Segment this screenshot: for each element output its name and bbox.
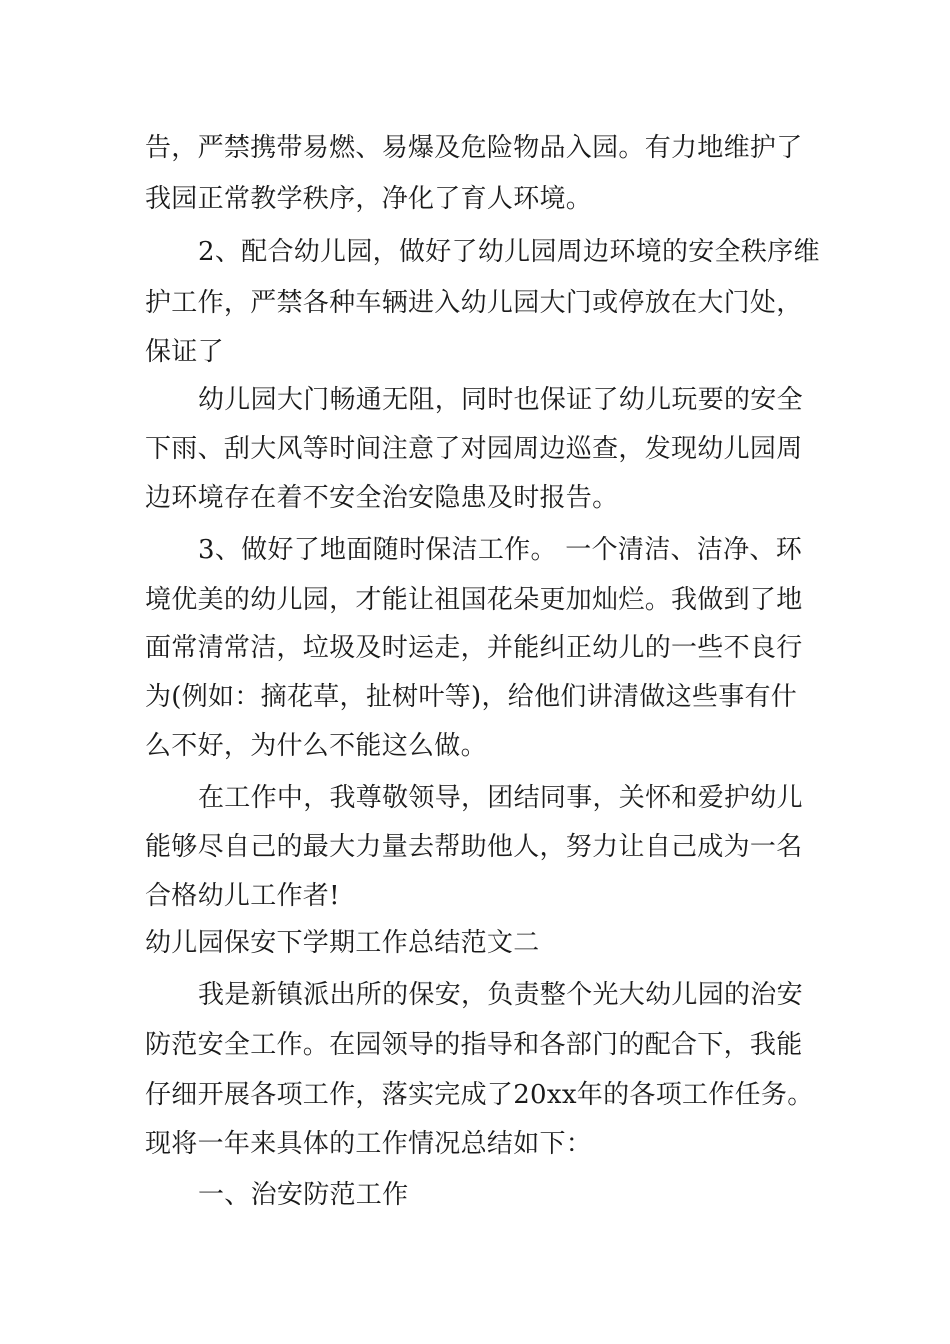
text-line: 我是新镇派出所的保安，负责整个光大幼儿园的治安 [198, 980, 803, 1010]
text-line: 么不好，为什么不能这么做。 [145, 731, 487, 761]
text-line: 能够尽自己的最大力量去帮助他人，努力让自己成为一名 [145, 832, 803, 862]
text-line: 防范安全工作。在园领导的指导和各部门的配合下，我能 [145, 1030, 803, 1060]
text-line: 合格幼儿工作者! [145, 881, 340, 911]
subsection-heading: 一、治安防范工作 [198, 1180, 409, 1210]
text-line: 在工作中，我尊敬领导，团结同事，关怀和爱护幼儿 [198, 783, 803, 813]
section-heading: 幼儿园保安下学期工作总结范文二 [145, 928, 540, 958]
text-line: 为(例如：摘花草，扯树叶等)，给他们讲清做这些事有什 [145, 682, 798, 712]
text-line: 境优美的幼儿园，才能让祖国花朵更加灿烂。我做到了地 [145, 585, 803, 615]
text-line: 幼儿园大门畅通无阻，同时也保证了幼儿玩要的安全 [198, 385, 803, 415]
text-line: 仔细开展各项工作，落实完成了20xx年的各项工作任务。 [145, 1080, 814, 1110]
text-line: 2、配合幼儿园，做好了幼儿园周边环境的安全秩序维 [198, 237, 820, 267]
text-line: 告，严禁携带易燃、易爆及危险物品入园。有力地维护了 [145, 133, 803, 163]
text-line: 我园正常教学秩序，净化了育人环境。 [145, 184, 593, 214]
text-line: 下雨、刮大风等时间注意了对园周边巡查，发现幼儿园周 [145, 434, 803, 464]
text-line: 边环境存在着不安全治安隐患及时报告。 [145, 483, 619, 513]
text-line: 保证了 [145, 337, 224, 367]
text-line: 3、做好了地面随时保洁工作。 一个清洁、洁净、环 [198, 535, 803, 565]
text-line: 面常清常洁，垃圾及时运走，并能纠正幼儿的一些不良行 [145, 633, 803, 663]
text-line: 护工作，严禁各种车辆进入幼儿园大门或停放在大门处， [145, 288, 803, 318]
text-line: 现将一年来具体的工作情况总结如下： [145, 1129, 593, 1159]
